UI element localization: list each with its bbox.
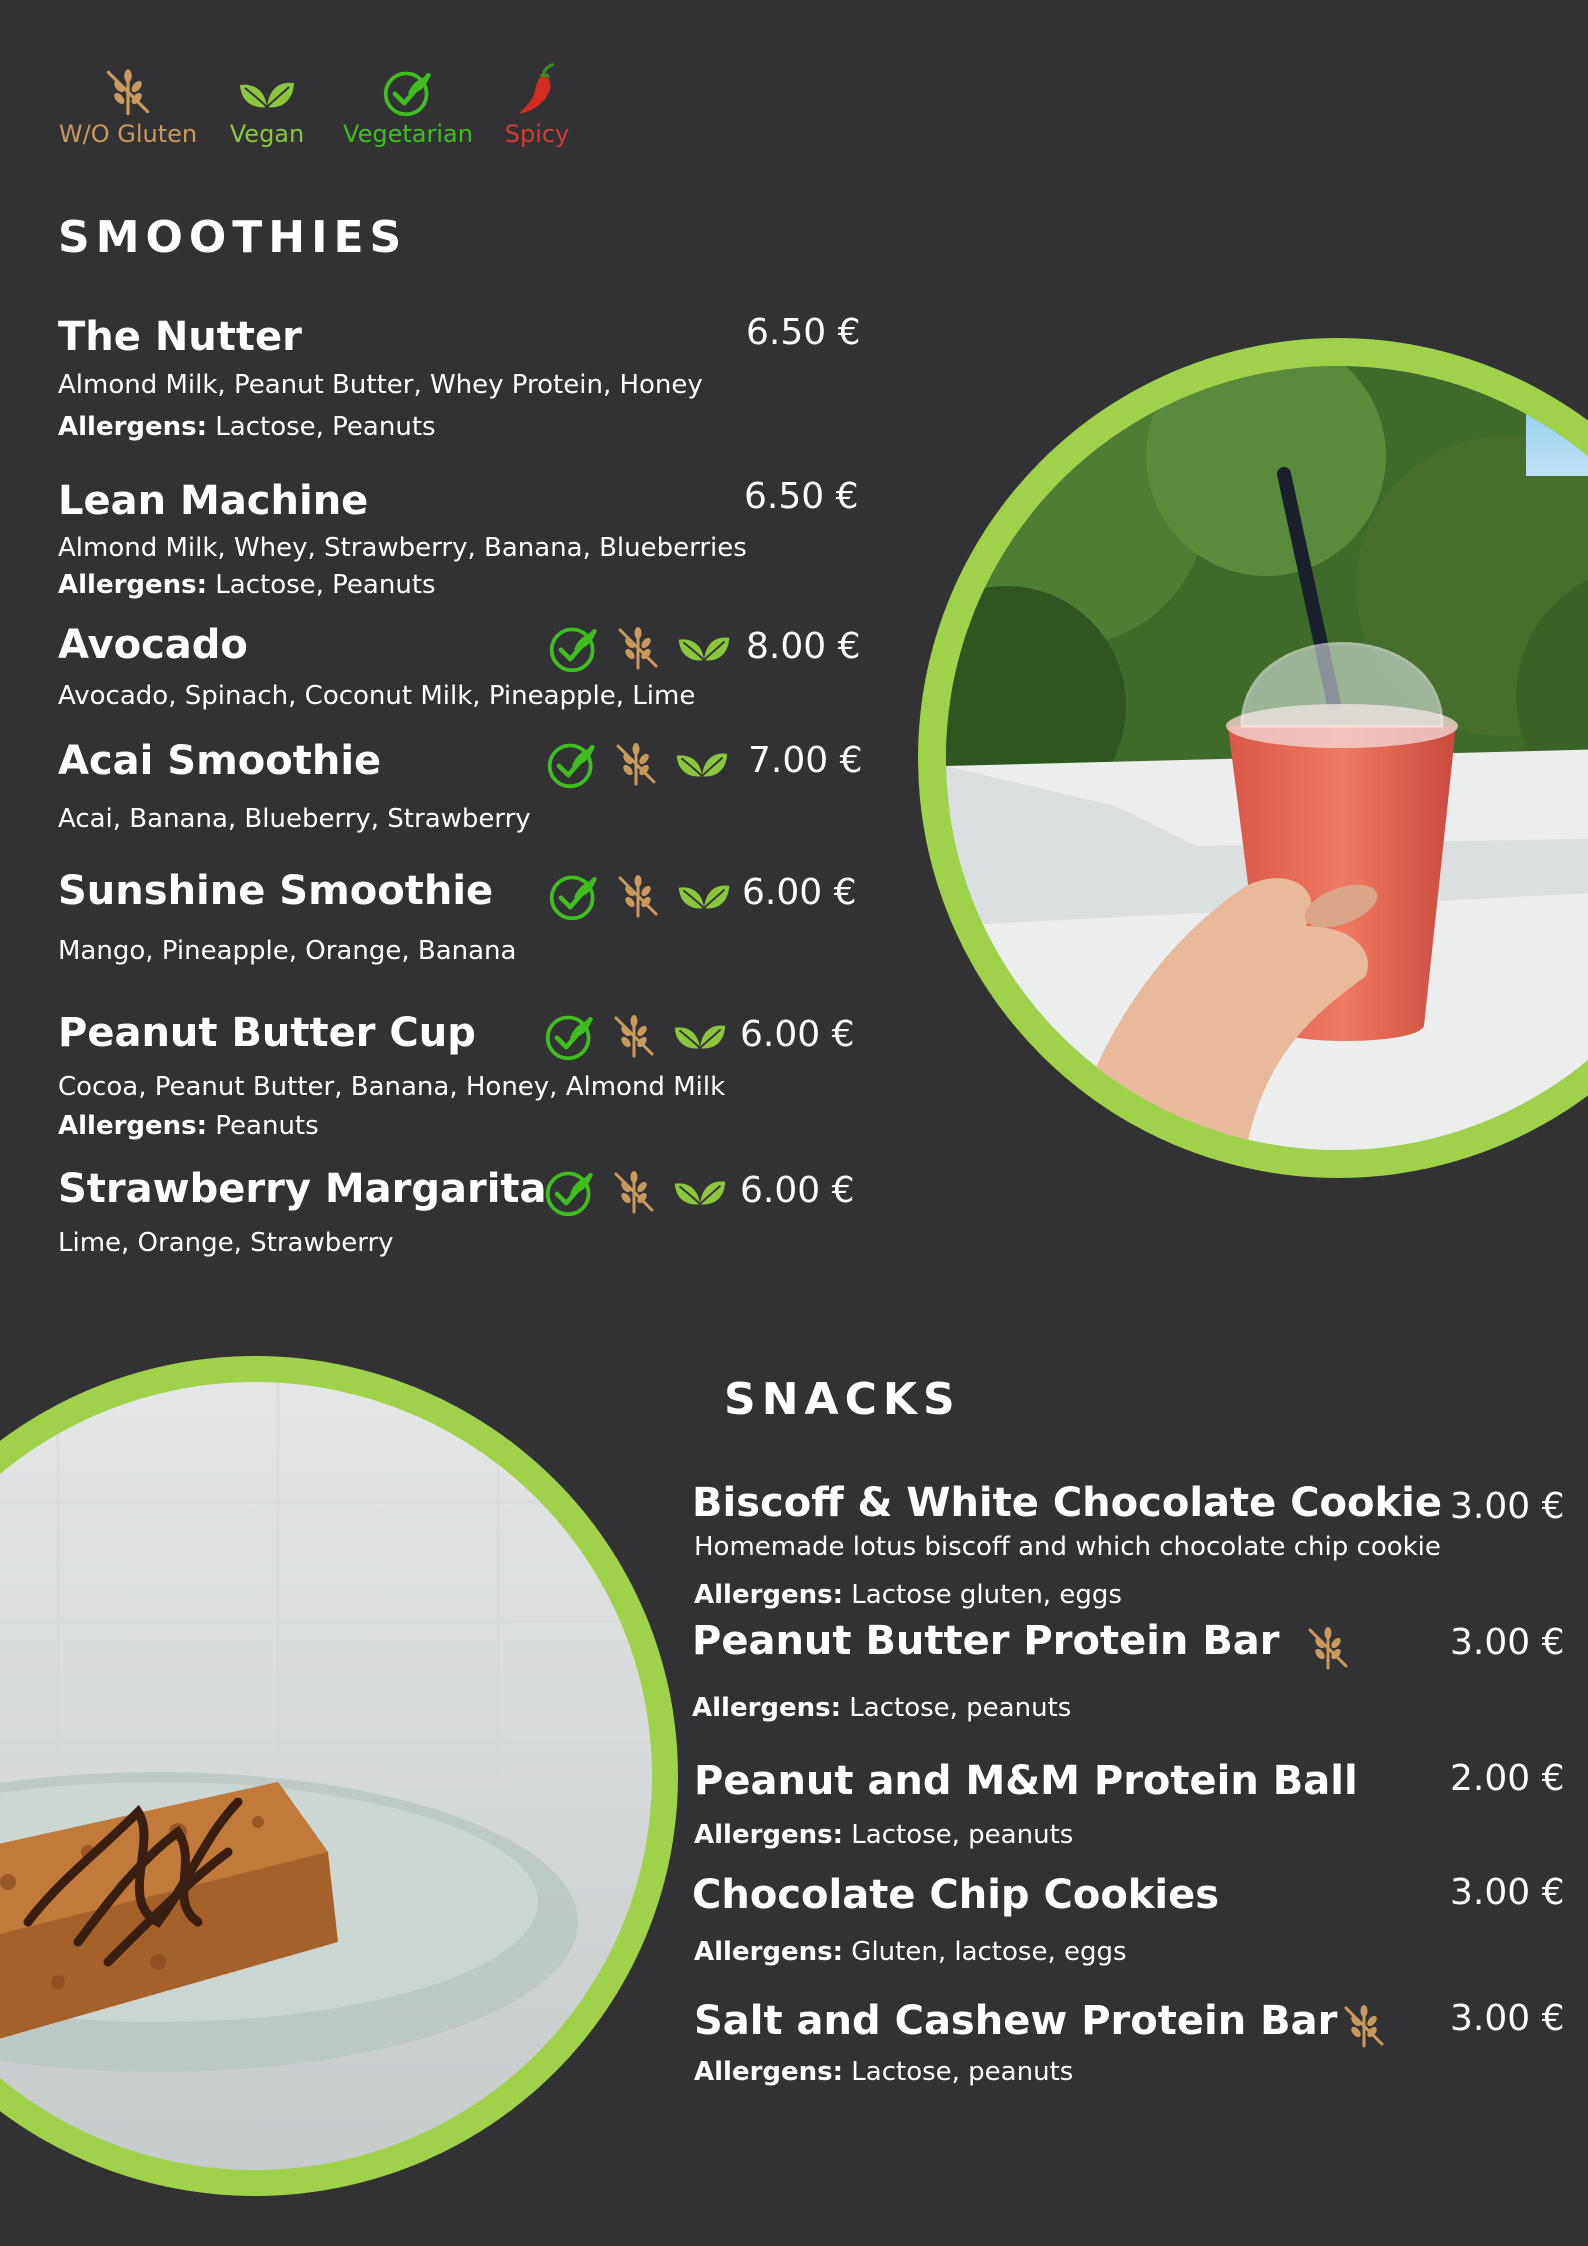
allergens-label: Allergens: [58, 570, 208, 600]
spicy-icon [515, 62, 559, 118]
gluten-free-icon [614, 872, 662, 920]
legend-spicy-label: Spicy [504, 120, 570, 148]
allergens-label: Allergens: [692, 1693, 842, 1723]
allergens-label: Allergens: [694, 2057, 844, 2087]
allergens-label: Allergens: [694, 1820, 844, 1850]
gluten-free-icon [610, 1168, 658, 1216]
item-description: Lime, Orange, Strawberry [58, 1228, 394, 1258]
allergens-value: Lactose gluten, eggs [843, 1580, 1122, 1610]
item-name: Chocolate Chip Cookies [692, 1872, 1220, 1918]
gluten-free-icon [614, 624, 662, 672]
vegan-icon [676, 880, 732, 912]
legend-vegan [220, 68, 314, 148]
dietary-icons [1304, 1624, 1352, 1672]
vegan-icon [237, 74, 297, 114]
item-price: 6.50 € [746, 312, 861, 353]
snacks-title: SNACKS [724, 1374, 961, 1425]
item-price: 8.00 € [746, 626, 861, 667]
dietary-icons [548, 622, 732, 674]
item-description: Almond Milk, Whey, Strawberry, Banana, Blueberries [58, 533, 747, 563]
legend-spicy [500, 62, 574, 148]
item-name: Peanut Butter Protein Bar [692, 1618, 1280, 1664]
item-price: 3.00 € [1450, 1622, 1565, 1663]
vegetarian-icon [548, 622, 600, 674]
item-name: Peanut and M&M Protein Ball [694, 1758, 1358, 1804]
vegan-icon [674, 748, 730, 780]
gluten-free-icon [1340, 2002, 1388, 2050]
dietary-icons [544, 1010, 728, 1062]
item-price: 7.00 € [748, 740, 863, 781]
allergens-label: Allergens: [694, 1937, 844, 1967]
smoothies-title: SMOOTHIES [58, 212, 408, 263]
gluten-free-icon [612, 740, 660, 788]
allergens-label: Allergens: [58, 412, 208, 442]
item-price: 3.00 € [1450, 1998, 1565, 2039]
allergens-value: Lactose, peanuts [843, 1820, 1074, 1850]
item-name: Biscoff & White Chocolate Cookie [692, 1480, 1442, 1526]
vegan-icon [672, 1176, 728, 1208]
vegetarian-icon [544, 1166, 596, 1218]
item-price: 6.00 € [740, 1170, 855, 1211]
dietary-icons [548, 870, 732, 922]
allergens-value: Lactose, peanuts [841, 1693, 1072, 1723]
item-name: Acai Smoothie [58, 738, 382, 784]
item-allergens [58, 570, 436, 600]
dietary-icons [544, 1166, 728, 1218]
item-description: Mango, Pineapple, Orange, Banana [58, 936, 517, 966]
allergens-value: Lactose, peanuts [843, 2057, 1074, 2087]
item-name: Sunshine Smoothie [58, 868, 494, 914]
legend-gluten-free-label: W/O Gluten [58, 120, 198, 148]
gluten-free-icon [1304, 1624, 1352, 1672]
item-description: Cocoa, Peanut Butter, Banana, Honey, Almond Milk [58, 1072, 726, 1102]
gluten-free-icon [610, 1012, 658, 1060]
item-price: 6.50 € [744, 476, 859, 517]
item-name: Salt and Cashew Protein Bar [694, 1998, 1338, 2044]
vegan-icon [672, 1020, 728, 1052]
item-allergens [694, 1937, 1127, 1967]
item-price: 2.00 € [1450, 1758, 1565, 1799]
allergens-value: Peanuts [207, 1111, 319, 1141]
item-price: 6.00 € [740, 1014, 855, 1055]
item-name: Avocado [58, 622, 248, 668]
allergens-value: Gluten, lactose, eggs [843, 1937, 1127, 1967]
item-price: 3.00 € [1450, 1486, 1565, 1527]
item-allergens [58, 412, 436, 442]
gluten-free-icon [102, 66, 154, 118]
legend-gluten-free [58, 66, 198, 148]
legend-vegan-label: Vegan [229, 120, 305, 148]
item-description: Almond Milk, Peanut Butter, Whey Protein, Honey [58, 370, 703, 400]
item-name: Strawberry Margarita [58, 1166, 547, 1212]
item-allergens [694, 1820, 1073, 1850]
allergens-value: Lactose, Peanuts [207, 570, 436, 600]
item-allergens [694, 1580, 1122, 1610]
legend-vegetarian [340, 66, 476, 148]
item-description: Acai, Banana, Blueberry, Strawberry [58, 804, 531, 834]
item-description: Avocado, Spinach, Coconut Milk, Pineapple, Lime [58, 681, 696, 711]
allergens-label: Allergens: [58, 1111, 208, 1141]
item-price: 3.00 € [1450, 1872, 1565, 1913]
item-allergens [58, 1111, 319, 1141]
dietary-icons [546, 738, 730, 790]
item-name: Lean Machine [58, 478, 369, 524]
item-name: The Nutter [58, 314, 302, 360]
vegetarian-icon [546, 738, 598, 790]
vegetarian-icon [544, 1010, 596, 1062]
dietary-icons [1340, 2002, 1388, 2050]
allergens-value: Lactose, Peanuts [207, 412, 436, 442]
vegetarian-icon [380, 66, 436, 118]
item-price: 6.00 € [742, 872, 857, 913]
item-description: Homemade lotus biscoff and which chocolate chip cookie [694, 1532, 1441, 1562]
allergens-label: Allergens: [694, 1580, 844, 1610]
legend-vegetarian-label: Vegetarian [343, 120, 473, 148]
vegan-icon [676, 632, 732, 664]
vegetarian-icon [548, 870, 600, 922]
item-allergens [692, 1693, 1071, 1723]
item-name: Peanut Butter Cup [58, 1010, 476, 1056]
item-allergens [694, 2057, 1073, 2087]
